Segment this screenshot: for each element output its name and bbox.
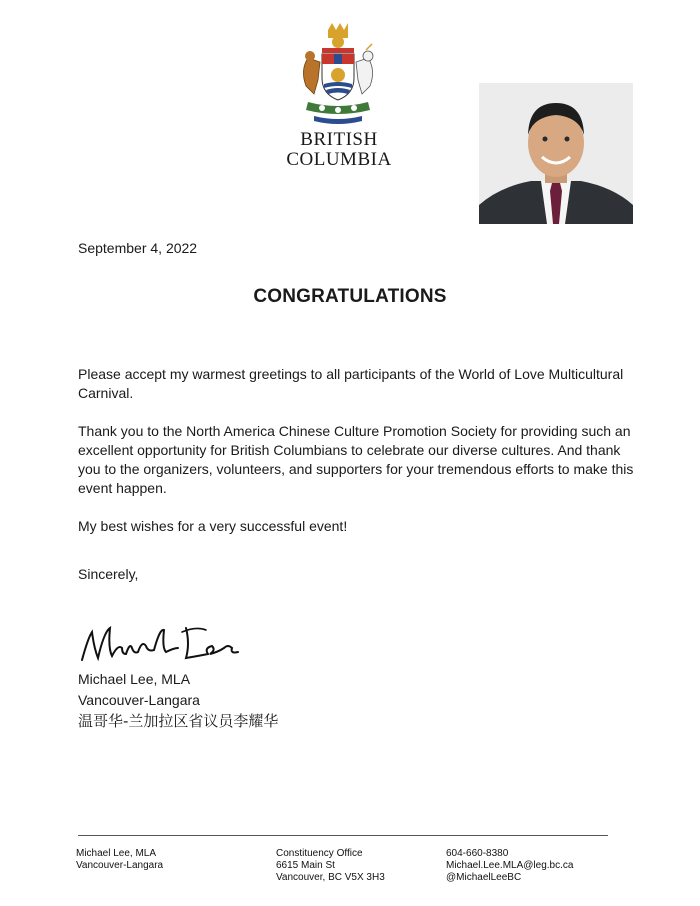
footer-name-column (76, 848, 163, 872)
footer-office-label: Constituency Office (276, 848, 363, 859)
body-paragraph: My best wishes for a very successful event! (78, 518, 348, 534)
footer-street: 6615 Main St (276, 860, 335, 871)
body-paragraph: Thank you to the North America Chinese Culture Promotion Society for providing such an excellent opportunity for British Columbians to celebrate our diverse cultures. And thank you to the organizers, volunteers, and supporters for your tremendous efforts to make this event happen. (78, 423, 634, 496)
signer-chinese-title: 温哥华-兰加拉区省议员李耀华 (78, 712, 279, 730)
letter-date: September 4, 2022 (78, 240, 198, 256)
signer-riding: Vancouver-Langara (78, 692, 200, 708)
letter-headline: CONGRATULATIONS (253, 286, 447, 307)
footer-address-column (276, 848, 385, 884)
wordmark-line-2: COLUMBIA (286, 149, 392, 170)
signature-block (78, 669, 278, 732)
letter-body (78, 365, 638, 555)
footer-riding: Vancouver-Langara (76, 860, 164, 871)
letter-closing: Sincerely, (78, 566, 139, 582)
coat-of-arms-logo (288, 20, 388, 126)
portrait-photo (479, 83, 633, 224)
body-paragraph: Please accept my warmest greetings to all participants of the World of Love Multicultural Carnival. (78, 366, 624, 401)
british-columbia-wordmark (284, 130, 394, 170)
footer-contact-column (446, 848, 573, 884)
footer-city: Vancouver, BC V5X 3H3 (276, 872, 385, 883)
footer-email-link[interactable]: Michael.Lee.MLA@leg.bc.ca (446, 860, 574, 871)
handwritten-signature (78, 618, 248, 668)
footer-name: Michael Lee, MLA (76, 848, 157, 859)
footer-divider (78, 835, 608, 836)
wordmark-line-1: BRITISH (300, 129, 378, 150)
footer-social-handle: @MichaelLeeBC (446, 872, 522, 883)
footer-phone: 604-660-8380 (446, 848, 509, 859)
signer-name: Michael Lee, MLA (78, 671, 191, 687)
